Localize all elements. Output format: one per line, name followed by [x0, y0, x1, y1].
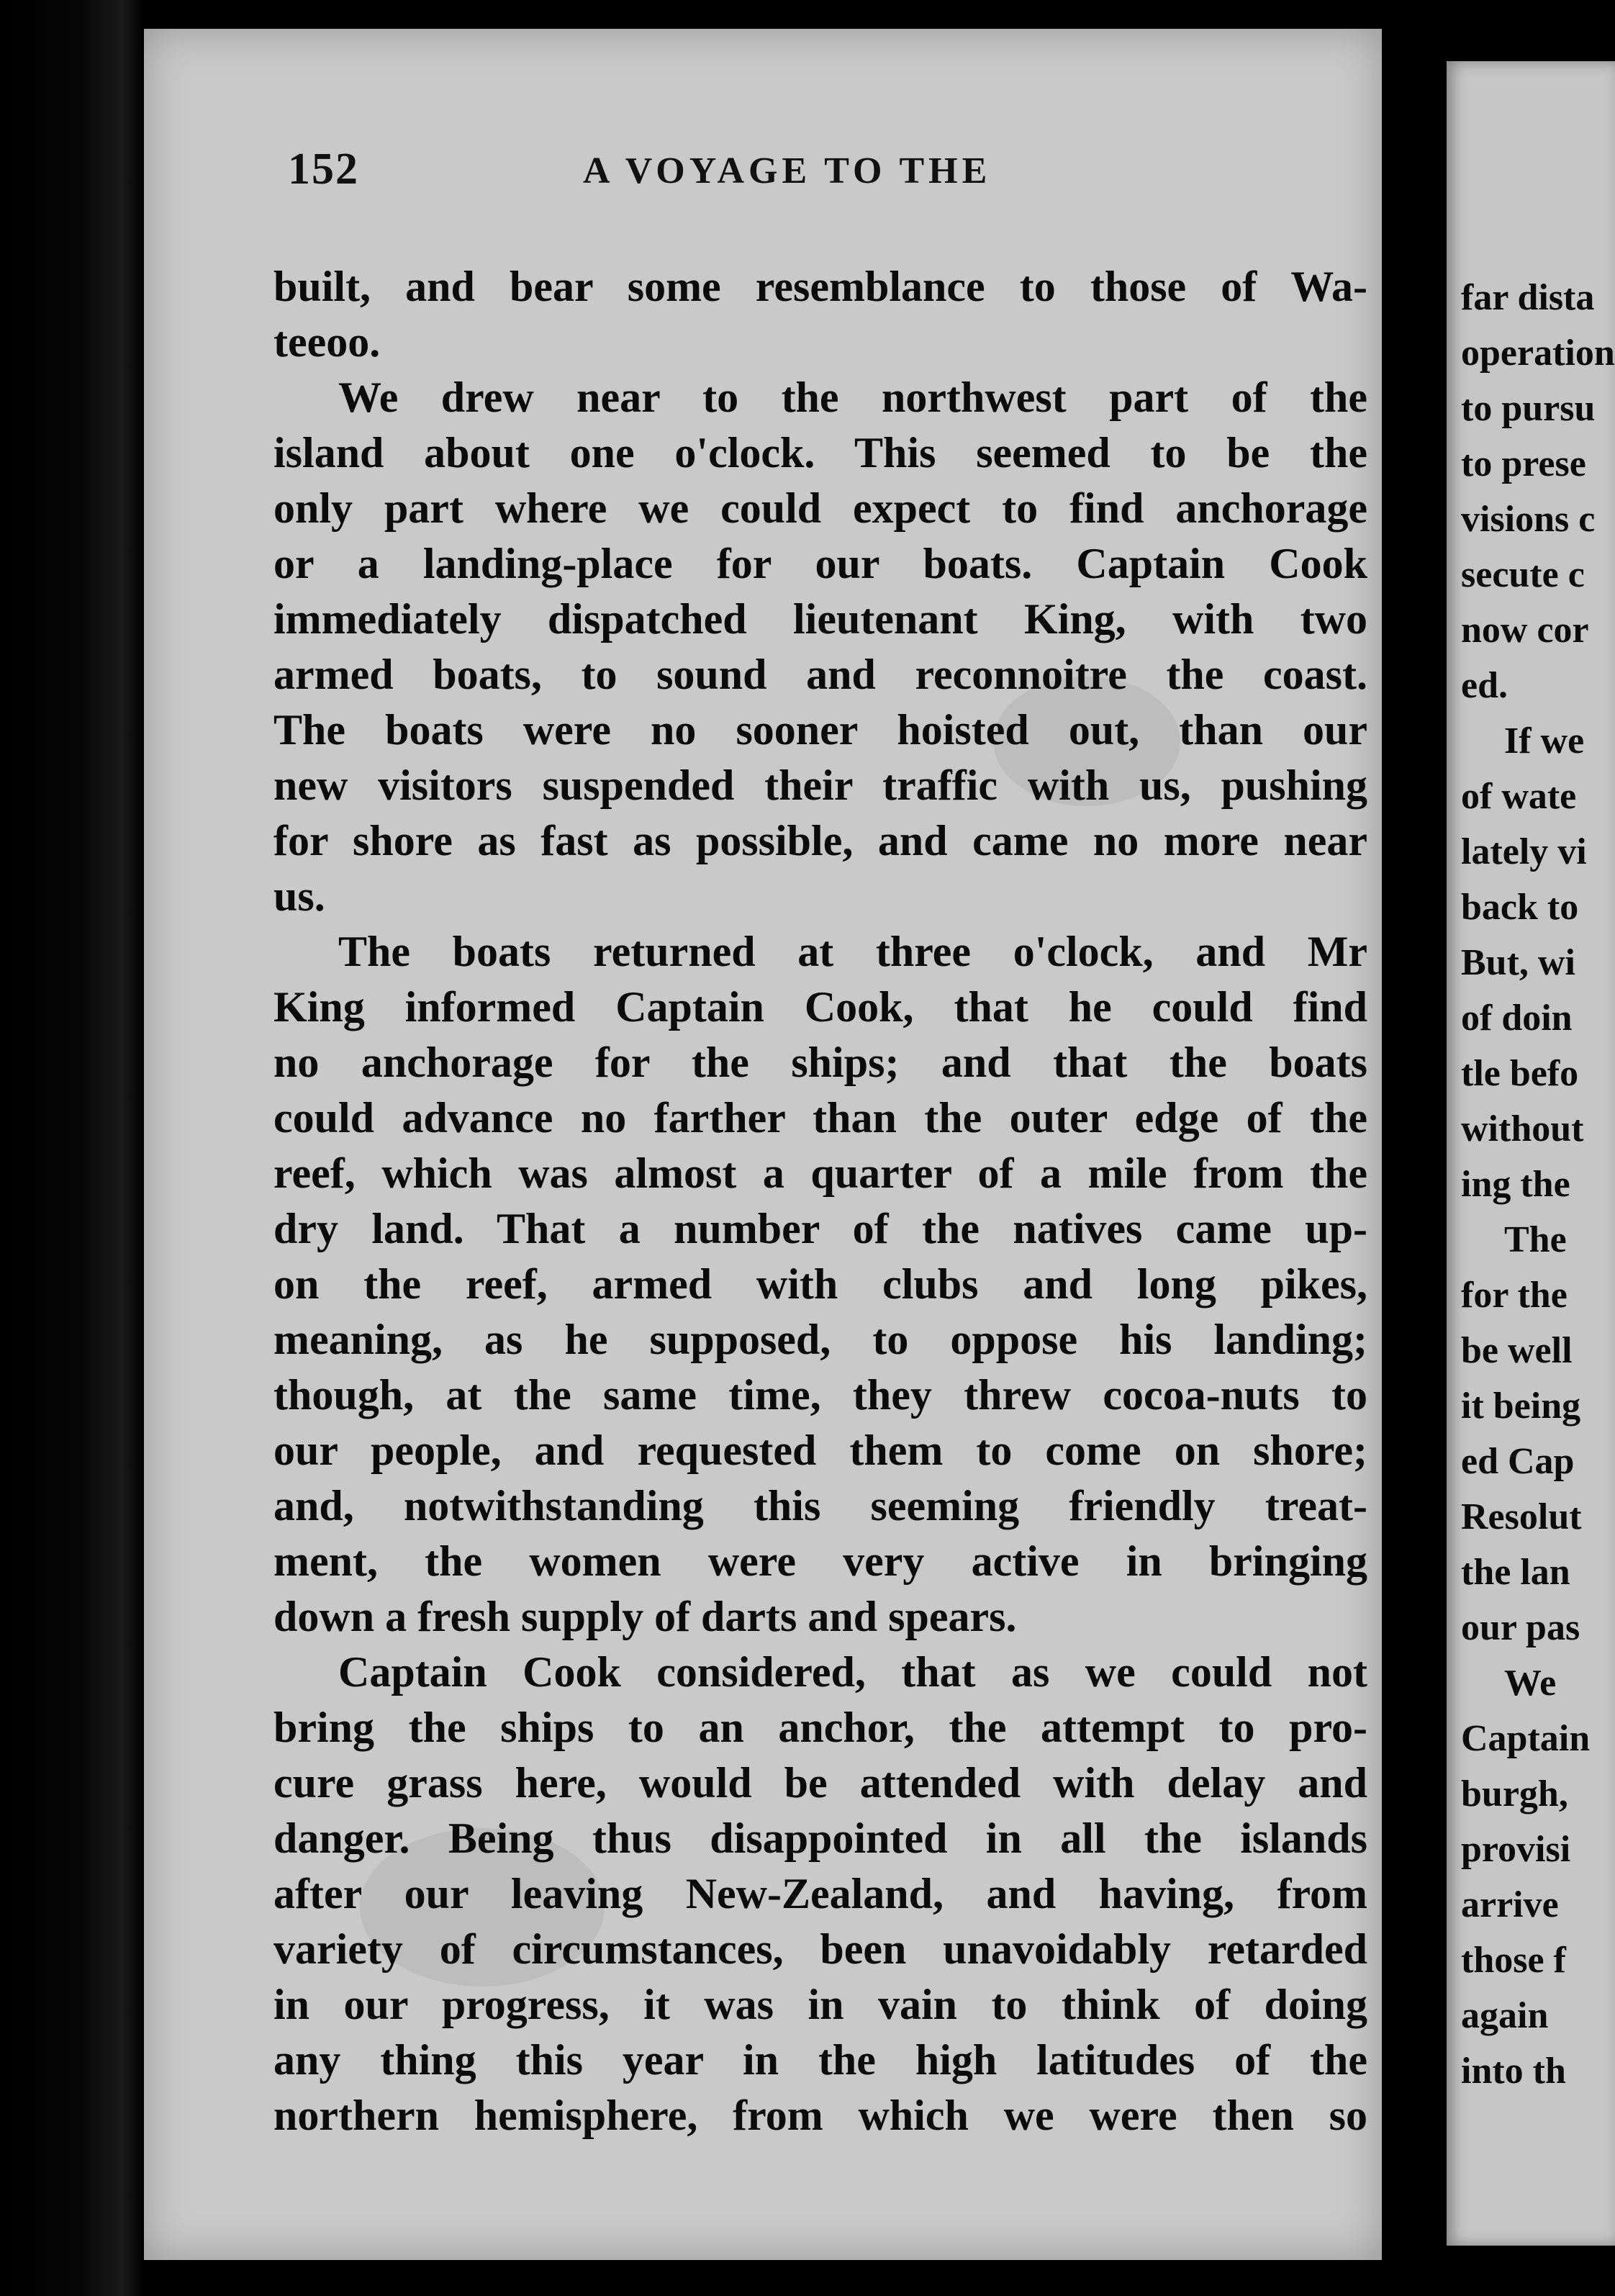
facing-page-line: The: [1504, 1219, 1567, 1260]
text-line: We drew near to the northwest part of the: [338, 374, 1367, 421]
facing-page-line: Captain: [1461, 1718, 1591, 1759]
text-line: on the reef, armed with clubs and long pikes,: [273, 1260, 1367, 1308]
facing-page-line: operation: [1461, 333, 1615, 374]
text-line: down a fresh supply of darts and spears.: [273, 1593, 1017, 1640]
running-head-title: A VOYAGE TO THE: [583, 150, 992, 191]
facing-page-line: tle befo: [1461, 1053, 1579, 1094]
facing-page-line: into th: [1461, 2051, 1566, 2092]
facing-page-line: provisi: [1461, 1829, 1571, 1870]
facing-page-line: If we: [1504, 720, 1585, 761]
facing-page-line: visions c: [1461, 499, 1596, 540]
facing-page-line: ed Cap: [1461, 1441, 1575, 1482]
facing-page-line: ing the: [1461, 1164, 1570, 1205]
text-line: in our progress, it was in vain to think of doing: [273, 1981, 1367, 2028]
text-line: King informed Captain Cook, that he could find: [273, 983, 1367, 1031]
facing-page-line: of doin: [1461, 998, 1573, 1039]
facing-page-line: We: [1504, 1663, 1557, 1704]
text-line: though, at the same time, they threw cocoa-nuts to: [273, 1371, 1367, 1419]
facing-page-text: [1461, 270, 1615, 2099]
facing-page-line: But, wi: [1461, 942, 1575, 983]
facing-page-line: far dista: [1461, 277, 1595, 318]
facing-page-line: secute c: [1461, 554, 1585, 595]
scan-left-margin: [0, 0, 144, 2296]
running-head: [144, 144, 1382, 194]
text-line: danger. Being thus disappointed in all the islands: [273, 1814, 1367, 1862]
facing-page-line: back to: [1461, 887, 1579, 928]
text-line: The boats returned at three o'clock, and Mr: [338, 928, 1367, 975]
text-line: could advance no farther than the outer edge of the: [273, 1094, 1367, 1142]
text-line: Captain Cook considered, that as we could not: [338, 1648, 1367, 1696]
facing-page-line: ed.: [1461, 665, 1508, 706]
facing-page-line: now cor: [1461, 610, 1589, 651]
facing-page-line: without: [1461, 1108, 1584, 1149]
text-line: built, and bear some resemblance to those of Wa-: [273, 263, 1367, 310]
text-line: island about one o'clock. This seemed to be the: [273, 429, 1367, 476]
text-line: and, notwithstanding this seeming friendly treat-: [273, 1482, 1367, 1529]
text-line: meaning, as he supposed, to oppose his landing;: [273, 1316, 1367, 1363]
text-line: any thing this year in the high latitudes of the: [273, 2036, 1367, 2084]
facing-page-line: again: [1461, 1995, 1549, 2036]
text-line: only part where we could expect to find anchorage: [273, 484, 1367, 532]
facing-page-line: the lan: [1461, 1552, 1570, 1593]
facing-page-line: it being: [1461, 1386, 1581, 1427]
text-line: teeoo.: [273, 318, 381, 366]
text-line: cure grass here, would be attended with delay and: [273, 1759, 1367, 1807]
text-line: northern hemisphere, from which we were then so: [273, 2092, 1367, 2139]
text-line: variety of circumstances, been unavoidably retarded: [273, 1925, 1367, 1973]
text-line: immediately dispatched lieutenant King, with two: [273, 595, 1367, 643]
text-line: armed boats, to sound and reconnoitre the coast.: [273, 651, 1367, 698]
text-line: bring the ships to an anchor, the attempt to pro-: [273, 1704, 1367, 1751]
text-line: The boats were no sooner hoisted out, than our: [273, 706, 1367, 754]
facing-page-fragment: [1447, 61, 1615, 2246]
facing-page-line: arrive: [1461, 1884, 1559, 1925]
text-line: no anchorage for the ships; and that the boats: [273, 1039, 1367, 1086]
text-line: for shore as fast as possible, and came no more near: [273, 817, 1367, 864]
facing-page-line: be well: [1461, 1330, 1573, 1371]
facing-page-line: of wate: [1461, 776, 1577, 817]
facing-page-line: burgh,: [1461, 1773, 1568, 1814]
facing-page-line: lately vi: [1461, 831, 1587, 872]
facing-page-line: for the: [1461, 1275, 1568, 1316]
text-line: our people, and requested them to come on shore;: [273, 1427, 1367, 1474]
body-text: [273, 259, 1511, 2143]
facing-page-line: to pursu: [1461, 388, 1596, 429]
text-line: new visitors suspended their traffic with us, pushing: [273, 761, 1367, 809]
text-line: dry land. That a number of the natives came up-: [273, 1205, 1367, 1252]
facing-page-line: those f: [1461, 1940, 1566, 1981]
book-gutter: [1382, 0, 1447, 2296]
text-line: after our leaving New-Zealand, and having, from: [273, 1870, 1367, 1917]
facing-page-line: to prese: [1461, 443, 1586, 484]
text-line: reef, which was almost a quarter of a mile from the: [273, 1149, 1367, 1197]
facing-page-line: Resolut: [1461, 1496, 1582, 1537]
text-line: ment, the women were very active in bringing: [273, 1537, 1367, 1585]
facing-page-line: our pas: [1461, 1607, 1580, 1648]
page-number: 152: [288, 145, 359, 194]
text-line: us.: [273, 872, 325, 920]
book-page-152: [144, 29, 1382, 2260]
text-line: or a landing-place for our boats. Captain Cook: [273, 540, 1367, 587]
